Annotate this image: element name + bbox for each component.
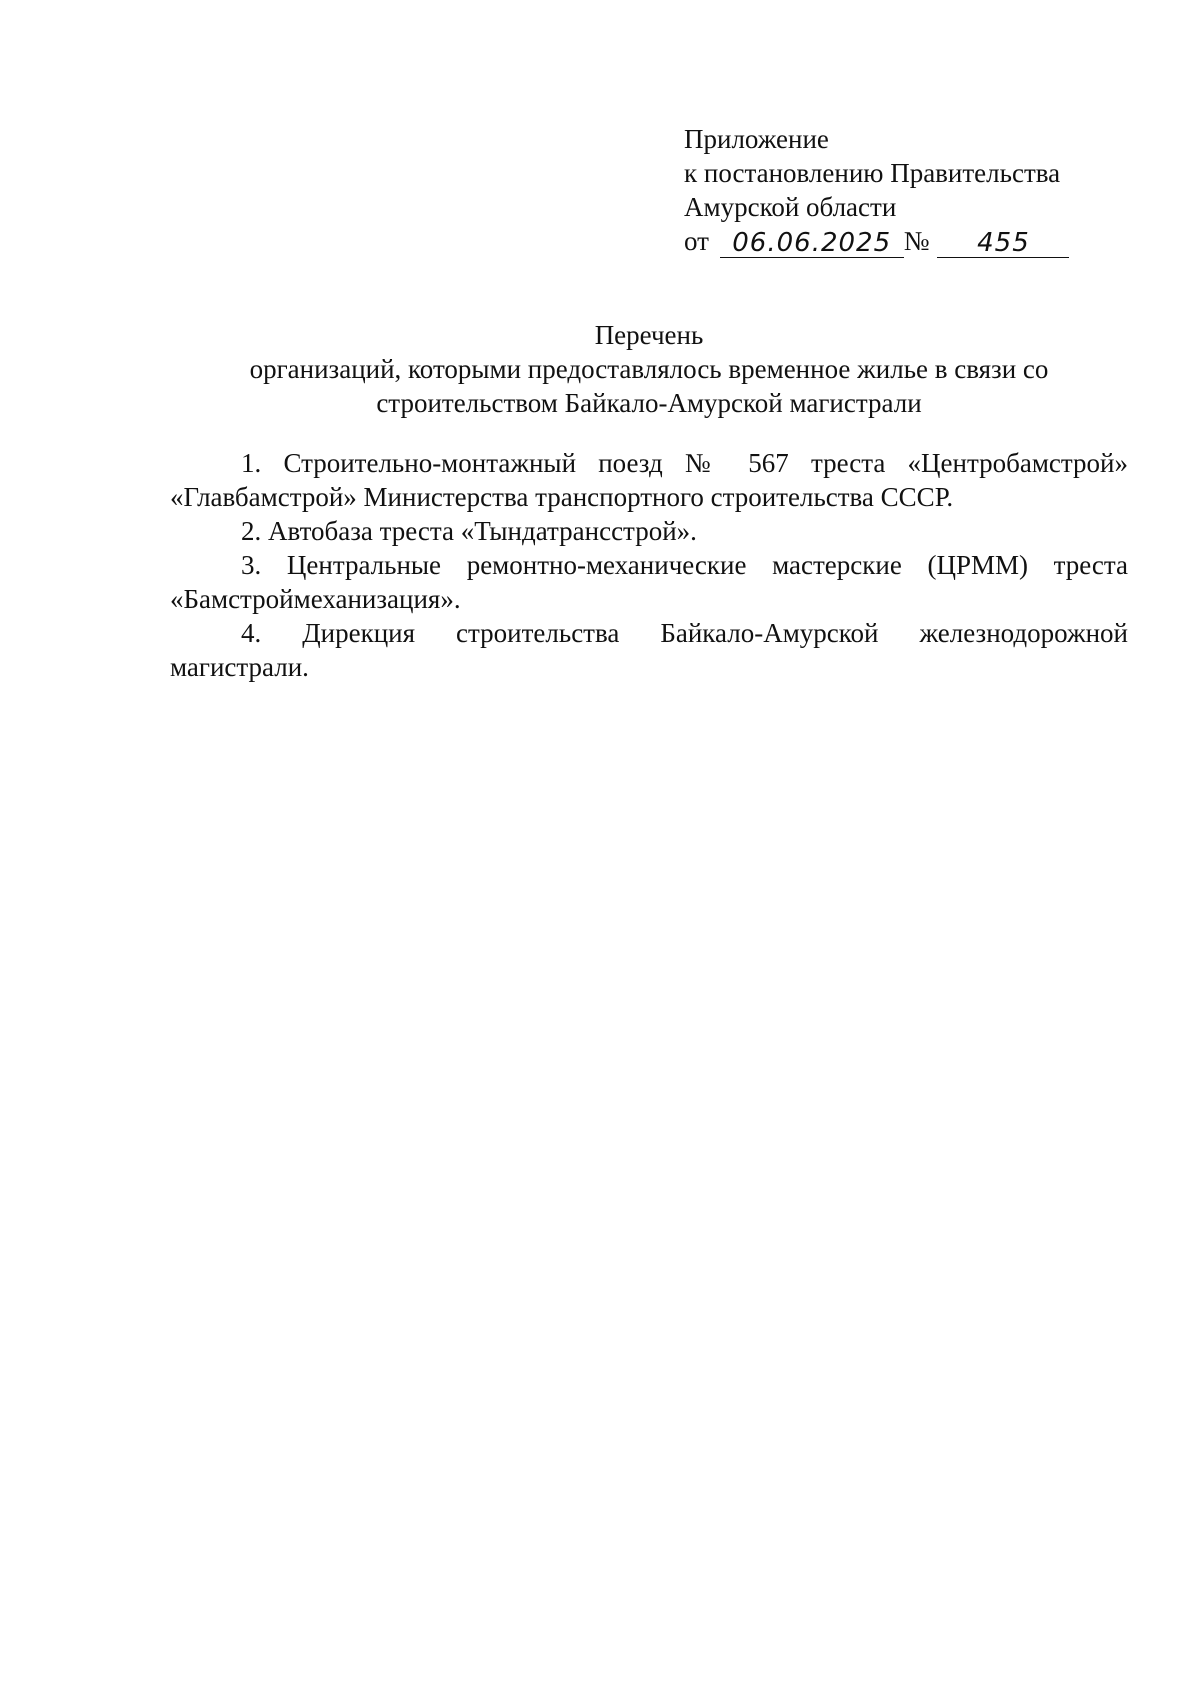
organization-list bbox=[170, 446, 1128, 684]
handwritten-date: 06.06.2025 bbox=[720, 229, 904, 258]
list-item: 4. Дирекция строительства Байкало-Амурской железнодорожной магистрали. bbox=[170, 618, 1128, 682]
annex-reference: к постановлению Правительства bbox=[684, 158, 1061, 188]
list-item: 2. Автобаза треста «Тындатрансстрой». bbox=[241, 516, 697, 546]
list-item: 1. Строительно-монтажный поезд № 567 треста «Центробамстрой» «Главбамстрой» Министерства транспортного строительства СССР. bbox=[170, 448, 1128, 512]
title-line-2: организаций, которыми предоставлялось временное жилье в связи со bbox=[249, 354, 1049, 384]
title-line-3: строительством Байкало-Амурской магистрали bbox=[376, 388, 922, 418]
annex-title: Приложение bbox=[684, 124, 829, 154]
document-title bbox=[170, 318, 1128, 420]
list-item: 3. Центральные ремонтно-механические мастерские (ЦРММ) треста «Бамстроймеханизация». bbox=[170, 550, 1128, 614]
title-heading: Перечень bbox=[594, 320, 704, 350]
annex-header bbox=[684, 122, 1124, 258]
annex-region: Амурской области bbox=[684, 192, 897, 222]
annex-date-line bbox=[684, 224, 1124, 258]
date-prefix: от bbox=[684, 226, 709, 256]
handwritten-number: 455 bbox=[937, 229, 1069, 258]
number-sign: № bbox=[903, 226, 930, 256]
